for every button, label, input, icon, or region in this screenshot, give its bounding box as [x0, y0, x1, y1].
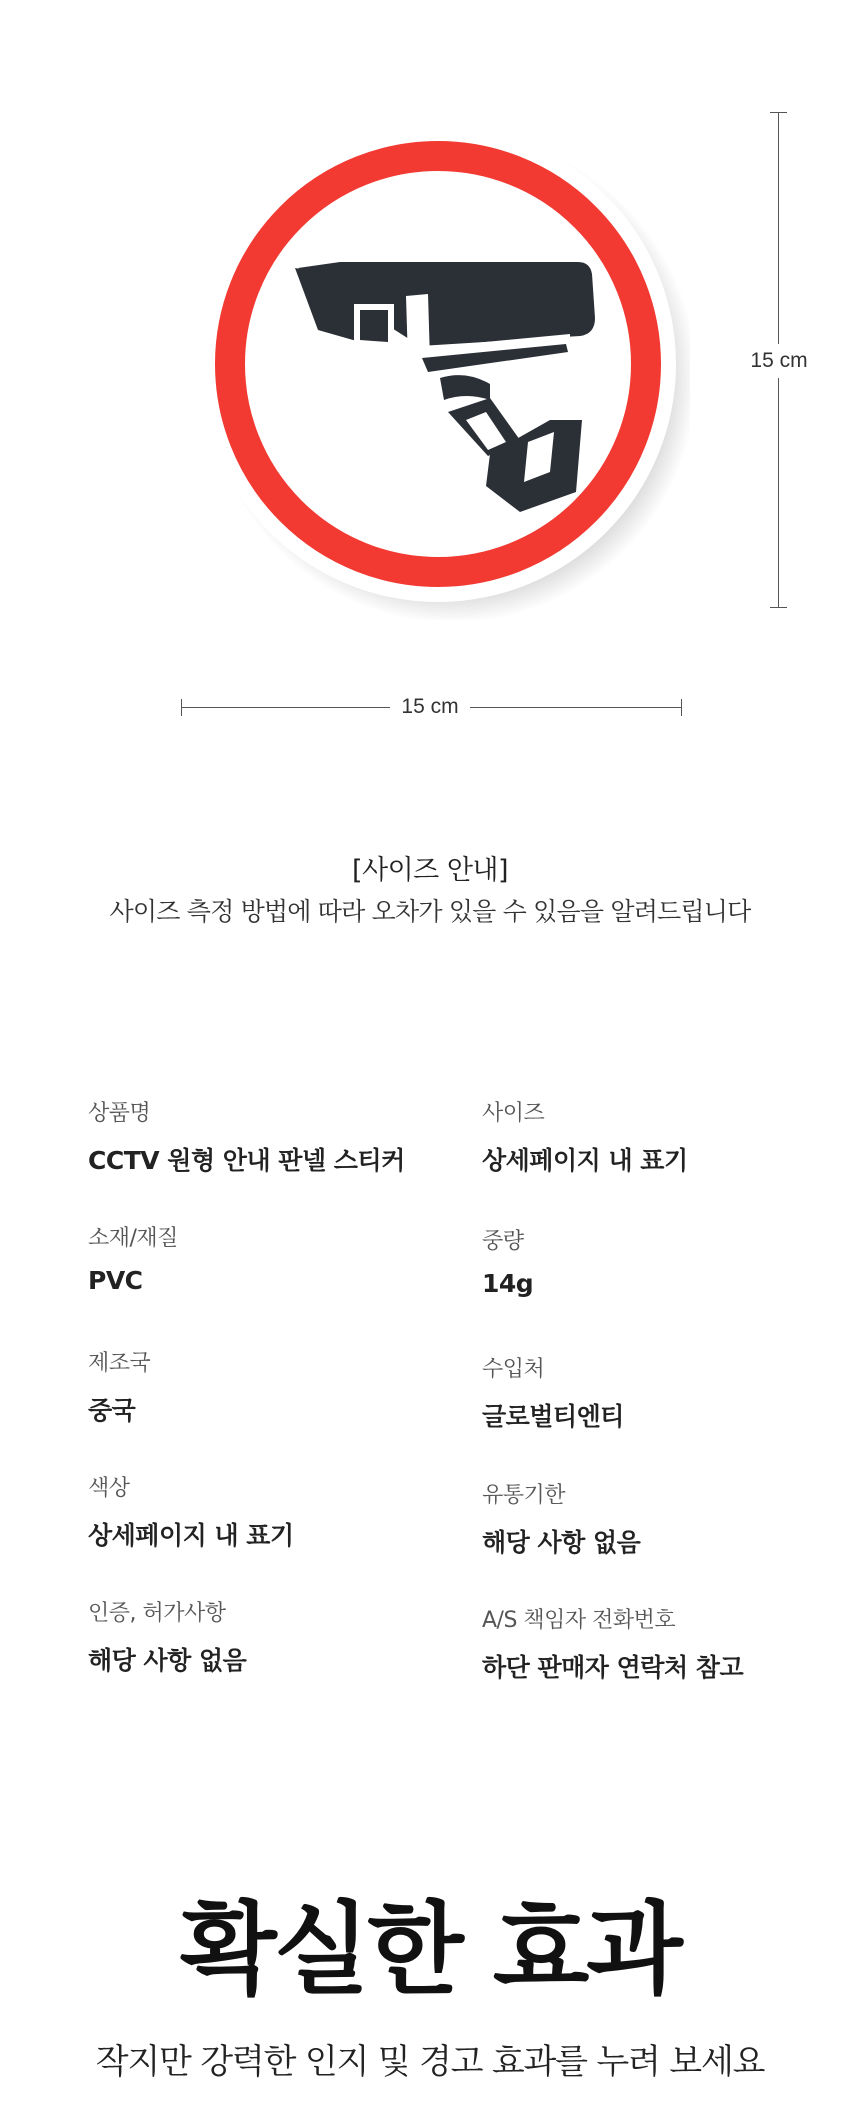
height-dimension-cap-top: [770, 112, 787, 113]
spec-item: [88, 1096, 405, 1177]
size-guide-subtitle: 사이즈 측정 방법에 따라 오차가 있을 수 있음을 알려드립니다: [109, 897, 751, 926]
spec-value: 해당 사항 없음: [482, 1528, 641, 1557]
height-dimension-cap-bottom: [770, 607, 787, 608]
spec-value: PVC: [88, 1266, 143, 1295]
spec-label: A/S 책임자 전화번호: [482, 1608, 676, 1633]
spec-value: 글로벌티엔티: [482, 1402, 624, 1431]
spec-value: 상세페이지 내 표기: [482, 1146, 688, 1175]
spec-value: 중국: [88, 1396, 136, 1425]
spec-label: 색상: [88, 1476, 130, 1501]
spec-label: 중량: [482, 1229, 524, 1254]
spec-label: 유통기한: [482, 1483, 566, 1508]
spec-value: 하단 판매자 연락처 참고: [482, 1653, 744, 1682]
spec-label: 제조국: [88, 1351, 151, 1376]
spec-item: [88, 1346, 150, 1427]
spec-label: 사이즈: [482, 1101, 545, 1126]
spec-item: [88, 1471, 294, 1552]
spec-item: [482, 1096, 688, 1177]
effect-subtitle: 작지만 강력한 인지 및 경고 효과를 누려 보세요: [95, 2042, 765, 2082]
spec-label: 소재/재질: [88, 1226, 178, 1251]
spec-label: 상품명: [88, 1101, 151, 1126]
spec-item: [482, 1224, 533, 1298]
width-dimension-cap-right: [681, 699, 682, 716]
spec-label: 인증, 허가사항: [88, 1601, 226, 1626]
spec-label: 수입처: [482, 1357, 545, 1382]
width-dimension-label: 15 cm: [390, 690, 470, 724]
spec-value: CCTV 원형 안내 판넬 스티커: [88, 1146, 405, 1175]
width-dimension-cap-left: [181, 699, 182, 716]
spec-value: 상세페이지 내 표기: [88, 1521, 294, 1550]
height-dimension-label: 15 cm: [742, 344, 816, 378]
spec-value: 14g: [482, 1269, 534, 1298]
spec-item: [88, 1596, 246, 1677]
effect-title: 확실한 효과: [180, 1891, 680, 2008]
spec-item: [482, 1352, 624, 1433]
size-guide-title: [사이즈 안내]: [351, 855, 509, 886]
cctv-sticker-image: [190, 120, 690, 620]
spec-item: [482, 1603, 743, 1684]
spec-value: 해당 사항 없음: [88, 1646, 247, 1675]
spec-item: [482, 1478, 640, 1559]
spec-item: [88, 1221, 178, 1295]
